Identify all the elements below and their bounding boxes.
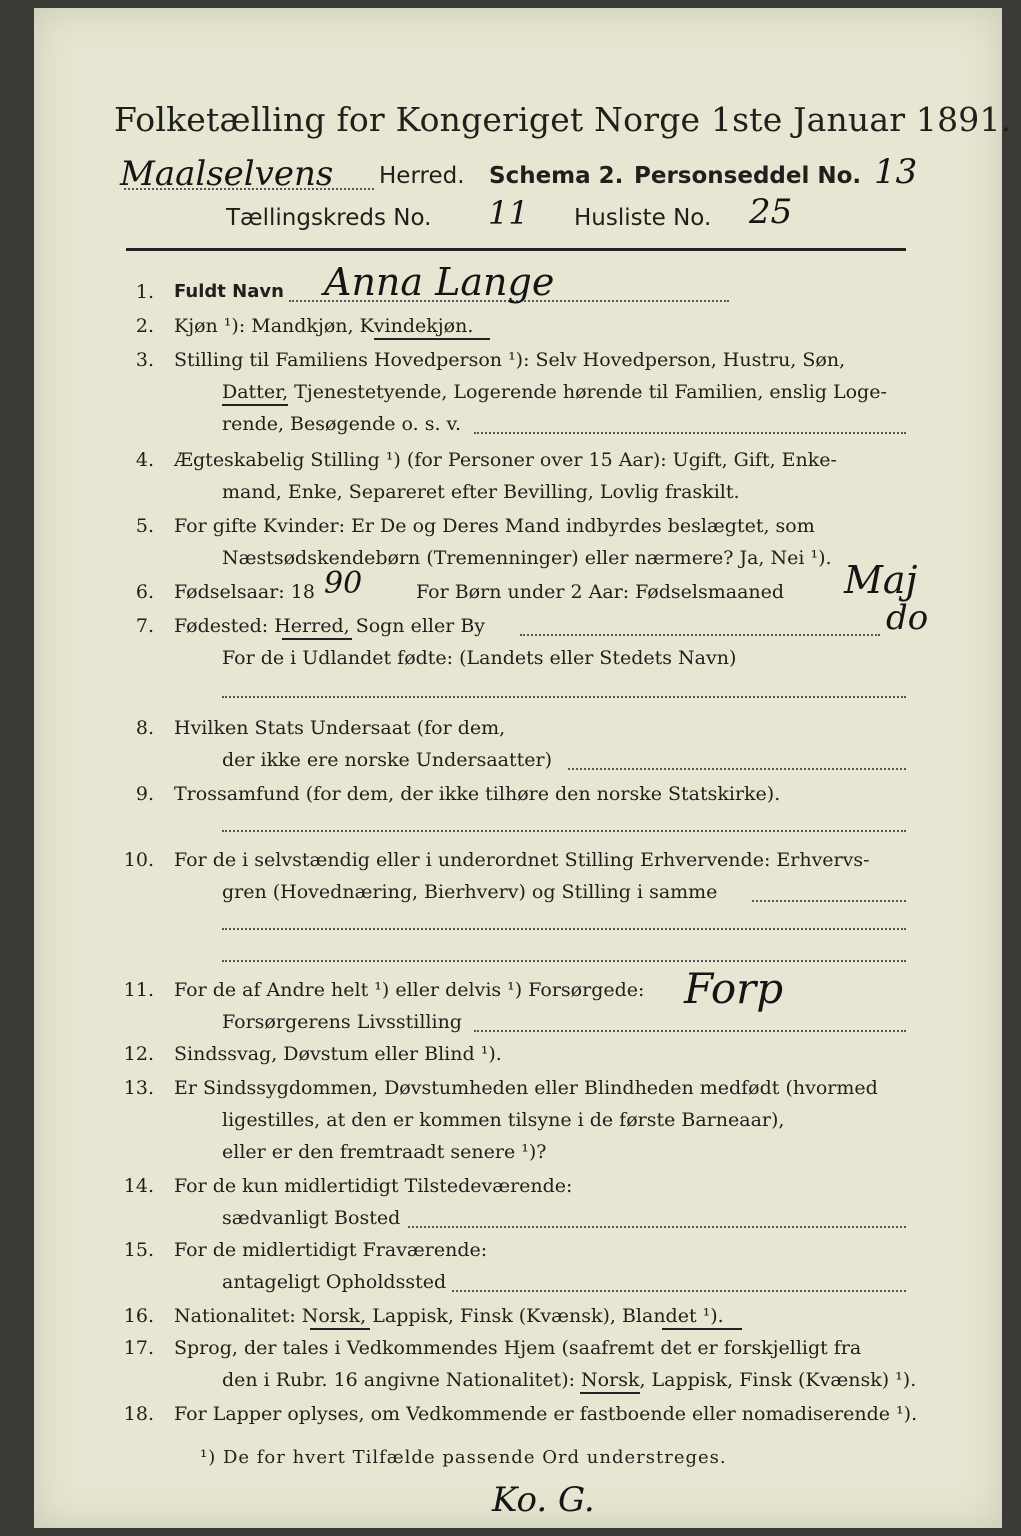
herred-dots [124, 188, 374, 190]
item-number: 2. [135, 315, 154, 337]
item-number: 18. [123, 1403, 154, 1425]
herred-label: Herred. [379, 163, 465, 189]
item-10-line: For de i selvstændig eller i underordnet Stilling Erhvervende: Erhvervs- [174, 849, 870, 871]
item-11-line: For de af Andre helt ¹) eller delvis ¹) Forsørgede: [174, 979, 645, 1001]
birthplace-answer: do [886, 598, 929, 638]
underline-mark [662, 1328, 742, 1330]
underline-mark [222, 404, 288, 406]
item-4-line: Ægteskabelig Stilling ¹) (for Personer over 15 Aar): Ugift, Gift, Enke- [174, 449, 837, 471]
item-2-line: Kjøn ¹): Mandkjøn, Kvindekjøn. [174, 315, 474, 337]
item-6-year-label: Fødselsaar: 18 [174, 581, 315, 603]
full-name-answer: Anna Lange [324, 260, 555, 304]
husliste-value: 25 [749, 192, 793, 232]
birth-year-answer: 90 [324, 566, 363, 601]
item-1-label: Fuldt Navn [174, 281, 284, 302]
item-3-line: rende, Besøgende o. s. v. [222, 413, 462, 435]
item-14-line: For de kun midlertidigt Tilstedeværende: [174, 1175, 573, 1197]
item-7-line: Fødested: Herred, Sogn eller By [174, 615, 486, 637]
item-15-line: For de midlertidigt Fraværende: [174, 1239, 488, 1261]
item-13-line: ligestilles, at den er kommen tilsyne i de første Barneaar), [222, 1109, 785, 1131]
item-5-line: Næstsødskendebørn (Tremenninger) eller nærmere? Ja, Nei ¹). [222, 547, 832, 569]
item-number: 17. [123, 1337, 154, 1359]
underline-mark [282, 638, 352, 640]
item-12-line: Sindssvag, Døvstum eller Blind ¹). [174, 1043, 502, 1065]
answer-dots [474, 432, 906, 434]
item-number: 9. [135, 783, 154, 805]
item-number: 3. [135, 349, 154, 371]
item-4-line: mand, Enke, Separeret efter Bevilling, Lovlig fraskilt. [222, 481, 740, 503]
item-7-line: For de i Udlandet fødte: (Landets eller Stedets Navn) [222, 647, 737, 669]
answer-dots [222, 830, 906, 832]
item-number: 7. [135, 615, 154, 637]
answer-dots [568, 768, 906, 770]
kreds-value: 11 [488, 194, 529, 232]
header-rule [126, 248, 906, 251]
item-number: 14. [123, 1175, 154, 1197]
personseddel-label: Personseddel No. [634, 163, 862, 189]
item-17-line: den i Rubr. 16 angivne Nationalitet): Norsk, Lappisk, Finsk (Kvænsk) ¹). [222, 1369, 917, 1391]
herred-value: Maalselvens [120, 154, 334, 194]
item-9-line: Trossamfund (for dem, der ikke tilhøre den norske Statskirke). [174, 783, 781, 805]
item-number: 16. [123, 1305, 154, 1327]
item-number: 12. [123, 1043, 154, 1065]
answer-dots [408, 1226, 906, 1228]
provider-answer: Forp [684, 964, 784, 1013]
item-14-line: sædvanligt Bosted [222, 1207, 401, 1229]
item-number: 5. [135, 515, 154, 537]
item-3-line: Stilling til Familiens Hovedperson ¹): Selv Hovedperson, Hustru, Søn, [174, 349, 846, 371]
item-18-line: For Lapper oplyses, om Vedkommende er fastboende eller nomadiserende ¹). [174, 1403, 918, 1425]
husliste-label: Husliste No. [574, 205, 712, 231]
item-11-line: Forsørgerens Livsstilling [222, 1011, 462, 1033]
underline-mark [310, 1328, 370, 1330]
answer-dots [752, 900, 906, 902]
census-form [34, 8, 1012, 1528]
form-title: Folketælling for Kongeriget Norge 1ste Januar 1891. [114, 100, 1012, 139]
item-17-line: Sprog, der tales i Vedkommendes Hjem (saafremt det er forskjelligt fra [174, 1337, 862, 1359]
item-number: 10. [123, 849, 154, 871]
item-number: 1. [135, 281, 154, 303]
item-8-line: Hvilken Stats Undersaat (for dem, [174, 717, 506, 739]
item-16-line: Nationalitet: Norsk, Lappisk, Finsk (Kvænsk), Blandet ¹). [174, 1305, 724, 1327]
item-number: 13. [123, 1077, 154, 1099]
answer-dots [474, 1030, 906, 1032]
item-13-line: eller er den fremtraadt senere ¹)? [222, 1141, 547, 1163]
personseddel-value: 13 [874, 152, 918, 192]
answer-dots [520, 634, 880, 636]
item-6-month-label: For Børn under 2 Aar: Fødselsmaaned [416, 581, 785, 603]
item-15-line: antageligt Opholdssted [222, 1271, 447, 1293]
item-13-line: Er Sindssygdommen, Døvstumheden eller Blindheden medfødt (hvormed [174, 1077, 878, 1099]
birth-month-answer: Maj [844, 558, 918, 602]
item-5-line: For gifte Kvinder: Er De og Deres Mand indbyrdes beslægtet, som [174, 515, 815, 537]
item-number: 8. [135, 717, 154, 739]
item-number: 6. [135, 581, 154, 603]
answer-dots [452, 1290, 906, 1292]
item-10-line: gren (Hovednæring, Bierhverv) og Stilling i samme [222, 881, 718, 903]
answer-dots [222, 928, 906, 930]
underline-mark [374, 338, 490, 340]
item-number: 15. [123, 1239, 154, 1261]
item-8-line: der ikke ere norske Undersaatter) [222, 749, 552, 771]
answer-dots [222, 696, 906, 698]
item-number: 11. [123, 979, 154, 1001]
underline-mark [580, 1392, 640, 1394]
footnote: ¹) De for hvert Tilfælde passende Ord understreges. [200, 1447, 727, 1468]
item-number: 4. [135, 449, 154, 471]
schema-label: Schema 2. [489, 163, 624, 189]
answer-dots [222, 960, 906, 962]
kreds-label: Tællingskreds No. [226, 205, 432, 231]
initials-signature: Ko. G. [492, 1480, 595, 1520]
item-3-line: Datter, Tjenestetyende, Logerende hørende til Familien, enslig Loge- [222, 381, 887, 403]
